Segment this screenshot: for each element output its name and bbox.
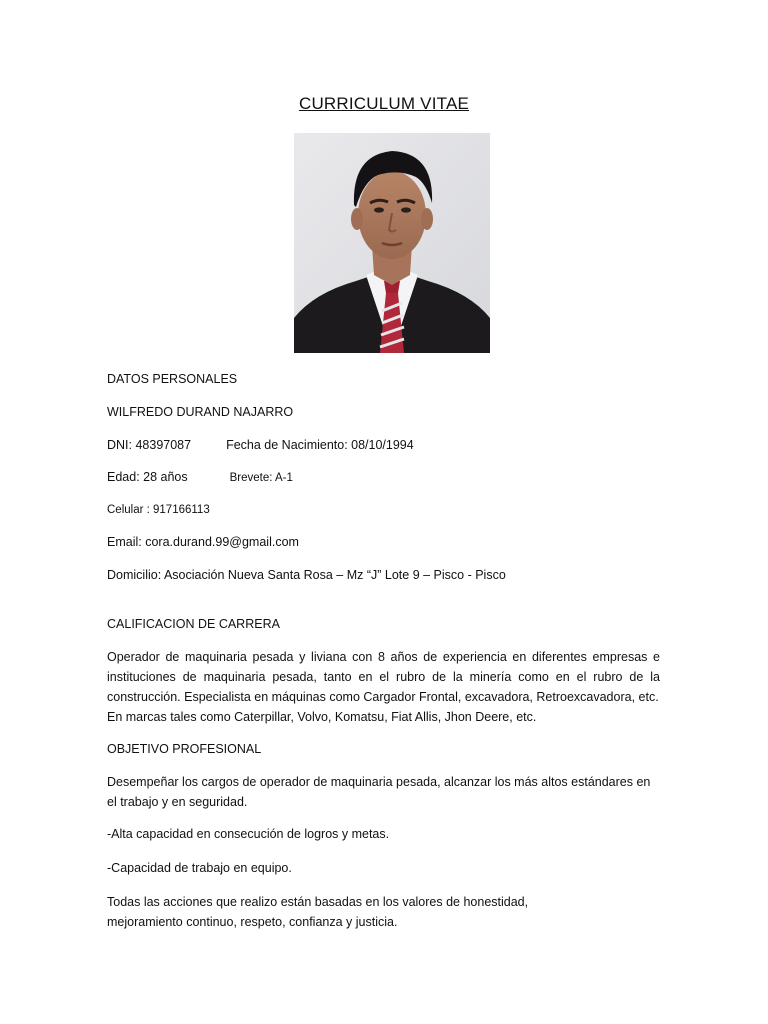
bullet-achievements: -Alta capacidad en consecución de logros y metas. bbox=[107, 827, 390, 841]
career-brands: En marcas tales como Caterpillar, Volvo, Komatsu, Fiat Allis, Jhon Deere, etc. bbox=[107, 710, 537, 724]
objective-line-2: el trabajo y en seguridad. bbox=[107, 795, 248, 809]
full-name: WILFREDO DURAND NAJARRO bbox=[107, 405, 294, 419]
birth-date: Fecha de Nacimiento: 08/10/1994 bbox=[226, 438, 414, 452]
email: Email: cora.durand.99@gmail.com bbox=[107, 535, 299, 549]
objective-heading: OBJETIVO PROFESIONAL bbox=[107, 742, 262, 756]
dni-line bbox=[107, 438, 414, 452]
objective-line-1: Desempeñar los cargos de operador de maquinaria pesada, alcanzar los más altos estándares en bbox=[107, 775, 651, 789]
personal-heading: DATOS PERSONALES bbox=[107, 372, 238, 386]
dni-value: DNI: 48397087 bbox=[107, 438, 192, 452]
document-title: CURRICULUM VITAE bbox=[298, 94, 470, 113]
address: Domicilio: Asociación Nueva Santa Rosa – Mz “J” Lote 9 – Pisco - Pisco bbox=[107, 568, 506, 582]
values-text bbox=[107, 892, 660, 932]
license-value: Brevete: A-1 bbox=[229, 472, 293, 484]
career-paragraph: Operador de maquinaria pesada y liviana con 8 años de experiencia en diferentes empresas e instituciones de maquinaria pesada, tanto en el rubro de la minería como en el rubro de la construcción. Especialista en máquinas como Cargador Frontal, excavadora, Retroexcavadora, etc. bbox=[107, 650, 660, 704]
portrait-photo-icon bbox=[294, 133, 490, 353]
career-text bbox=[107, 647, 660, 727]
age-line bbox=[107, 470, 293, 484]
values-line-1: Todas las acciones que realizo están basadas en los valores de honestidad, bbox=[107, 895, 529, 909]
career-heading: CALIFICACION DE CARRERA bbox=[107, 617, 280, 631]
values-line-2: mejoramiento continuo, respeto, confianza y justicia. bbox=[107, 915, 398, 929]
phone: Celular : 917166113 bbox=[107, 504, 210, 516]
bullet-teamwork: -Capacidad de trabajo en equipo. bbox=[107, 861, 292, 875]
age-value: Edad: 28 años bbox=[107, 470, 188, 484]
objective-text bbox=[107, 772, 660, 812]
